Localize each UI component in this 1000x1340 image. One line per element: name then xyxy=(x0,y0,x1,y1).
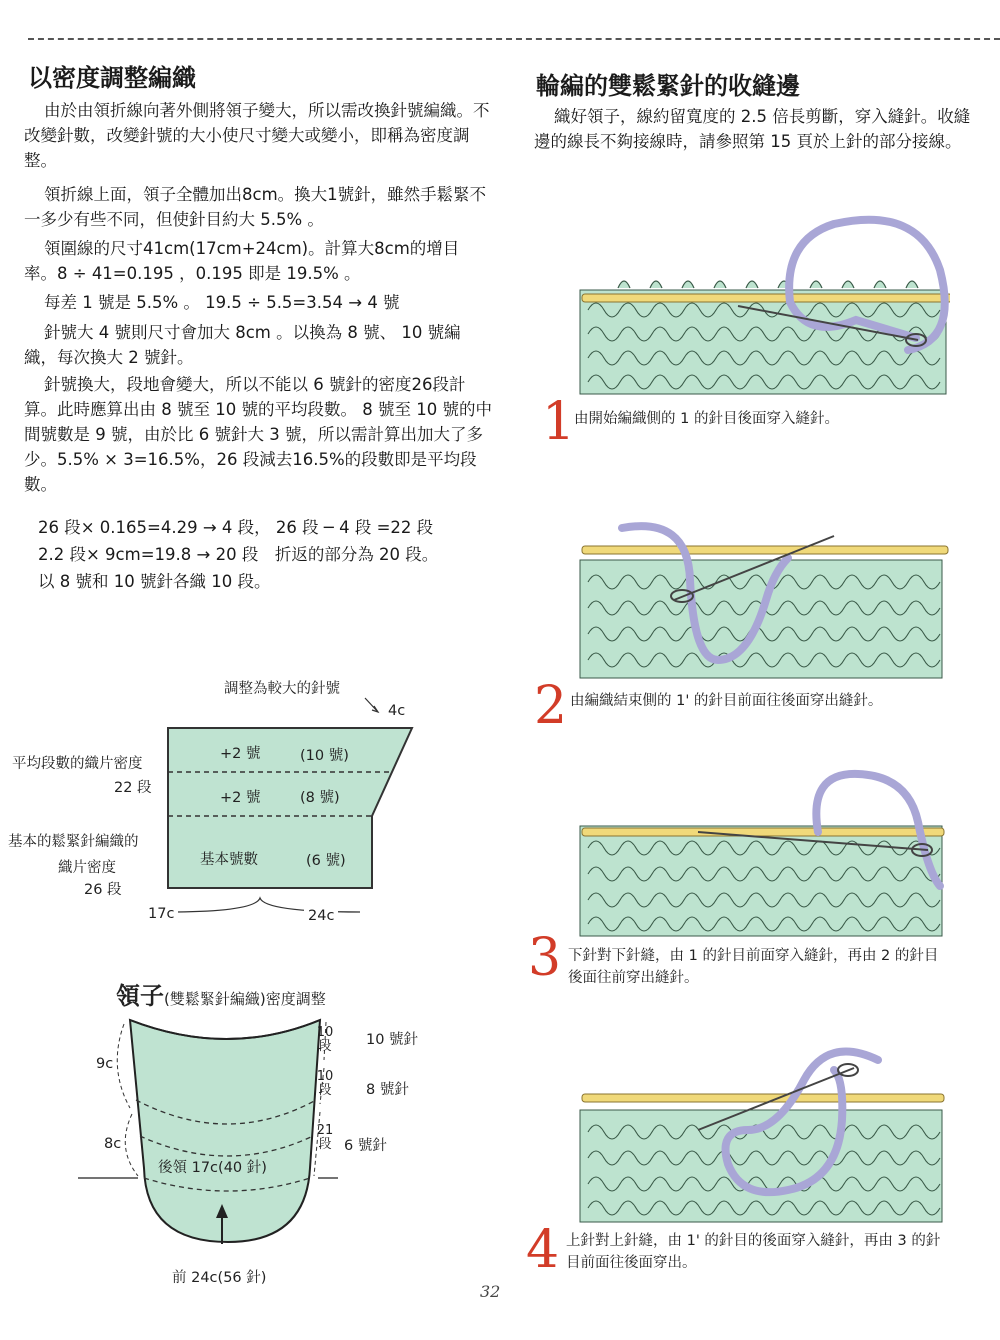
page-number: 32 xyxy=(480,1282,501,1301)
collar-height-9c: 9c xyxy=(96,1056,114,1072)
step-4-number: 4 xyxy=(526,1220,560,1280)
paragraph-5: 針號大 4 號則尺寸會加大 8cm 。以換為 8 號、 10 號編織，每次換大 2 號針。 xyxy=(24,323,461,367)
row-8-left: +2 號 xyxy=(220,790,261,806)
back-neck-label: 後領 17c(40 針) xyxy=(158,1160,267,1176)
width-24c: 24c xyxy=(304,908,338,924)
step-2-number: 2 xyxy=(534,676,568,736)
paragraph-2: 領折線上面，領子全體加出8cm。換大1號針，雖然手鬆緊不一多少有些不同，但使針目約大 5.5% 。 xyxy=(24,185,487,229)
paragraph-4: 每差 1 號是 5.5% 。 19.5 ÷ 5.5=3.54 → 4 號 xyxy=(44,293,400,312)
needle-rows-10b: 10 段 xyxy=(316,1069,334,1098)
row-6-right: (6 號) xyxy=(306,853,346,869)
base-gauge-label-2: 織片密度 xyxy=(58,860,116,876)
collar-title-main: 領子 xyxy=(116,982,164,1010)
top-dashed-rule xyxy=(28,38,1000,40)
step-1-number: 1 xyxy=(542,392,576,452)
collar-title-sub: (雙鬆緊針編織)密度調整 xyxy=(164,990,326,1008)
step3-illustration xyxy=(578,762,948,938)
paragraph-6: 針號換大，段地會變大，所以不能以 6 號針的密度26段計算。此時應算出由 8 號至 10 號的平均段數。 8 號至 10 號的中間號數是 9 號，由於比 6 號針大 3 號，所以需計算出加大了多少。5.5% × 3=16.5%，26 段減去16.5%的段數即是平均段數。 xyxy=(24,375,492,494)
front-neck-label: 前 24c(56 針) xyxy=(172,1270,267,1286)
step-4-text: 上針對上針縫，由 1' 的針目的後面穿入縫針，再由 3 的針目前面往後面穿出。 xyxy=(566,1233,941,1271)
calc-line-1: 26 段× 0.165=4.29 → 4 段， 26 段 ─ 4 段 =22 段 xyxy=(38,518,434,537)
width-17c: 17c xyxy=(144,906,178,922)
step-3-text: 下針對下針縫，由 1 的針目前面穿入縫針，再由 2 的針目後面往前穿出縫針。 xyxy=(568,948,939,986)
diagram1-corner-label: 4c xyxy=(388,703,406,719)
needle-size-10: 10 號針 xyxy=(366,1032,419,1048)
paragraph-1: 由於由領折線向著外側將領子變大，所以需改換針號編織。不改變針數，改變針號的大小使尺寸變大或變小，即稱為密度調整。 xyxy=(24,101,490,170)
needle-rows-10a: 10 段 xyxy=(316,1025,334,1054)
calc-line-3: 以 8 號和 10 號針各織 10 段。 xyxy=(38,572,271,591)
diagram1-top-label: 調整為較大的針號 xyxy=(224,681,340,697)
collar-title xyxy=(116,976,326,1011)
step1-illustration xyxy=(578,210,950,396)
base-gauge-rows: 26 段 xyxy=(84,882,122,898)
left-heading: 以密度調整編織 xyxy=(28,64,196,92)
avg-gauge-label: 平均段數的織片密度 xyxy=(12,756,143,772)
row-6-left: 基本號數 xyxy=(200,852,258,868)
collar-diagram xyxy=(78,1008,338,1258)
step-1-text: 由開始編織側的 1 的針目後面穿入縫針。 xyxy=(574,411,839,427)
calc-line-2: 2.2 段× 9cm=19.8 → 20 段 折返的部分為 20 段。 xyxy=(38,545,439,564)
step4-illustration xyxy=(578,1040,946,1224)
row-8-right: (8 號) xyxy=(300,790,340,806)
right-intro: 織好領子，線約留寬度的 2.5 倍長剪斷，穿入縫針。收縫邊的線長不夠接線時，請參照第 15 頁於上針的部分接線。 xyxy=(534,107,971,151)
gauge-block-diagram xyxy=(160,696,420,926)
collar-height-8c: 8c xyxy=(104,1136,122,1152)
row-10-right: (10 號) xyxy=(300,748,349,764)
needle-size-6: 6 號針 xyxy=(344,1138,387,1154)
needle-rows-21: 21 段 xyxy=(316,1123,334,1152)
right-heading: 輪編的雙鬆緊針的收縫邊 xyxy=(536,72,800,100)
step-2-text: 由編織結束側的 1' 的針目前面往後面穿出縫針。 xyxy=(570,693,883,709)
row-10-left: +2 號 xyxy=(220,746,261,762)
base-gauge-label: 基本的鬆緊針編織的 xyxy=(8,834,139,850)
step2-illustration xyxy=(578,520,950,682)
step-3-number: 3 xyxy=(528,928,562,988)
paragraph-3: 領圍線的尺寸41cm(17cm+24cm)。計算大8cm的增目率。8 ÷ 41=0.195 ，0.195 即是 19.5% 。 xyxy=(24,239,460,283)
needle-size-8: 8 號針 xyxy=(366,1082,409,1098)
avg-gauge-rows: 22 段 xyxy=(114,780,152,796)
